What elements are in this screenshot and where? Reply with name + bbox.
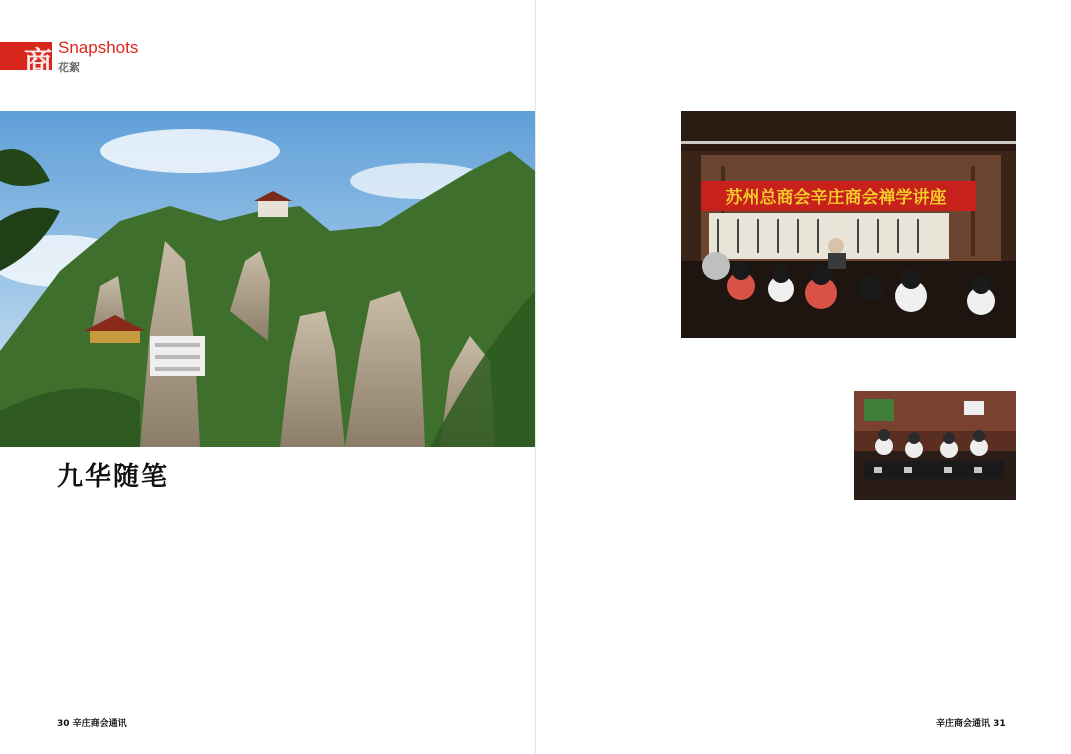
text-column-left-2 — [318, 518, 481, 704]
spread-divider — [535, 0, 536, 754]
text-column-left-1 — [143, 518, 306, 704]
lecture-hall-photo — [681, 111, 1016, 338]
section-title: Snapshots — [58, 38, 139, 57]
text-column-right-1 — [680, 391, 843, 704]
banner-text: 苏州总商会辛庄商会禅学讲座 — [725, 188, 947, 208]
dining-room-photo — [854, 391, 1016, 500]
page-footer-left: 30 辛庄商会通讯 — [57, 719, 127, 729]
page-footer-right: 辛庄商会通讯 31 — [936, 719, 1006, 729]
section-subtitle: 花絮 — [58, 61, 80, 74]
text-column-right-2 — [854, 530, 1017, 704]
mountain-temple-photo — [0, 111, 535, 447]
section-logo-glyph: 商 — [24, 45, 53, 78]
article-title: 九华随笔 — [57, 462, 170, 492]
